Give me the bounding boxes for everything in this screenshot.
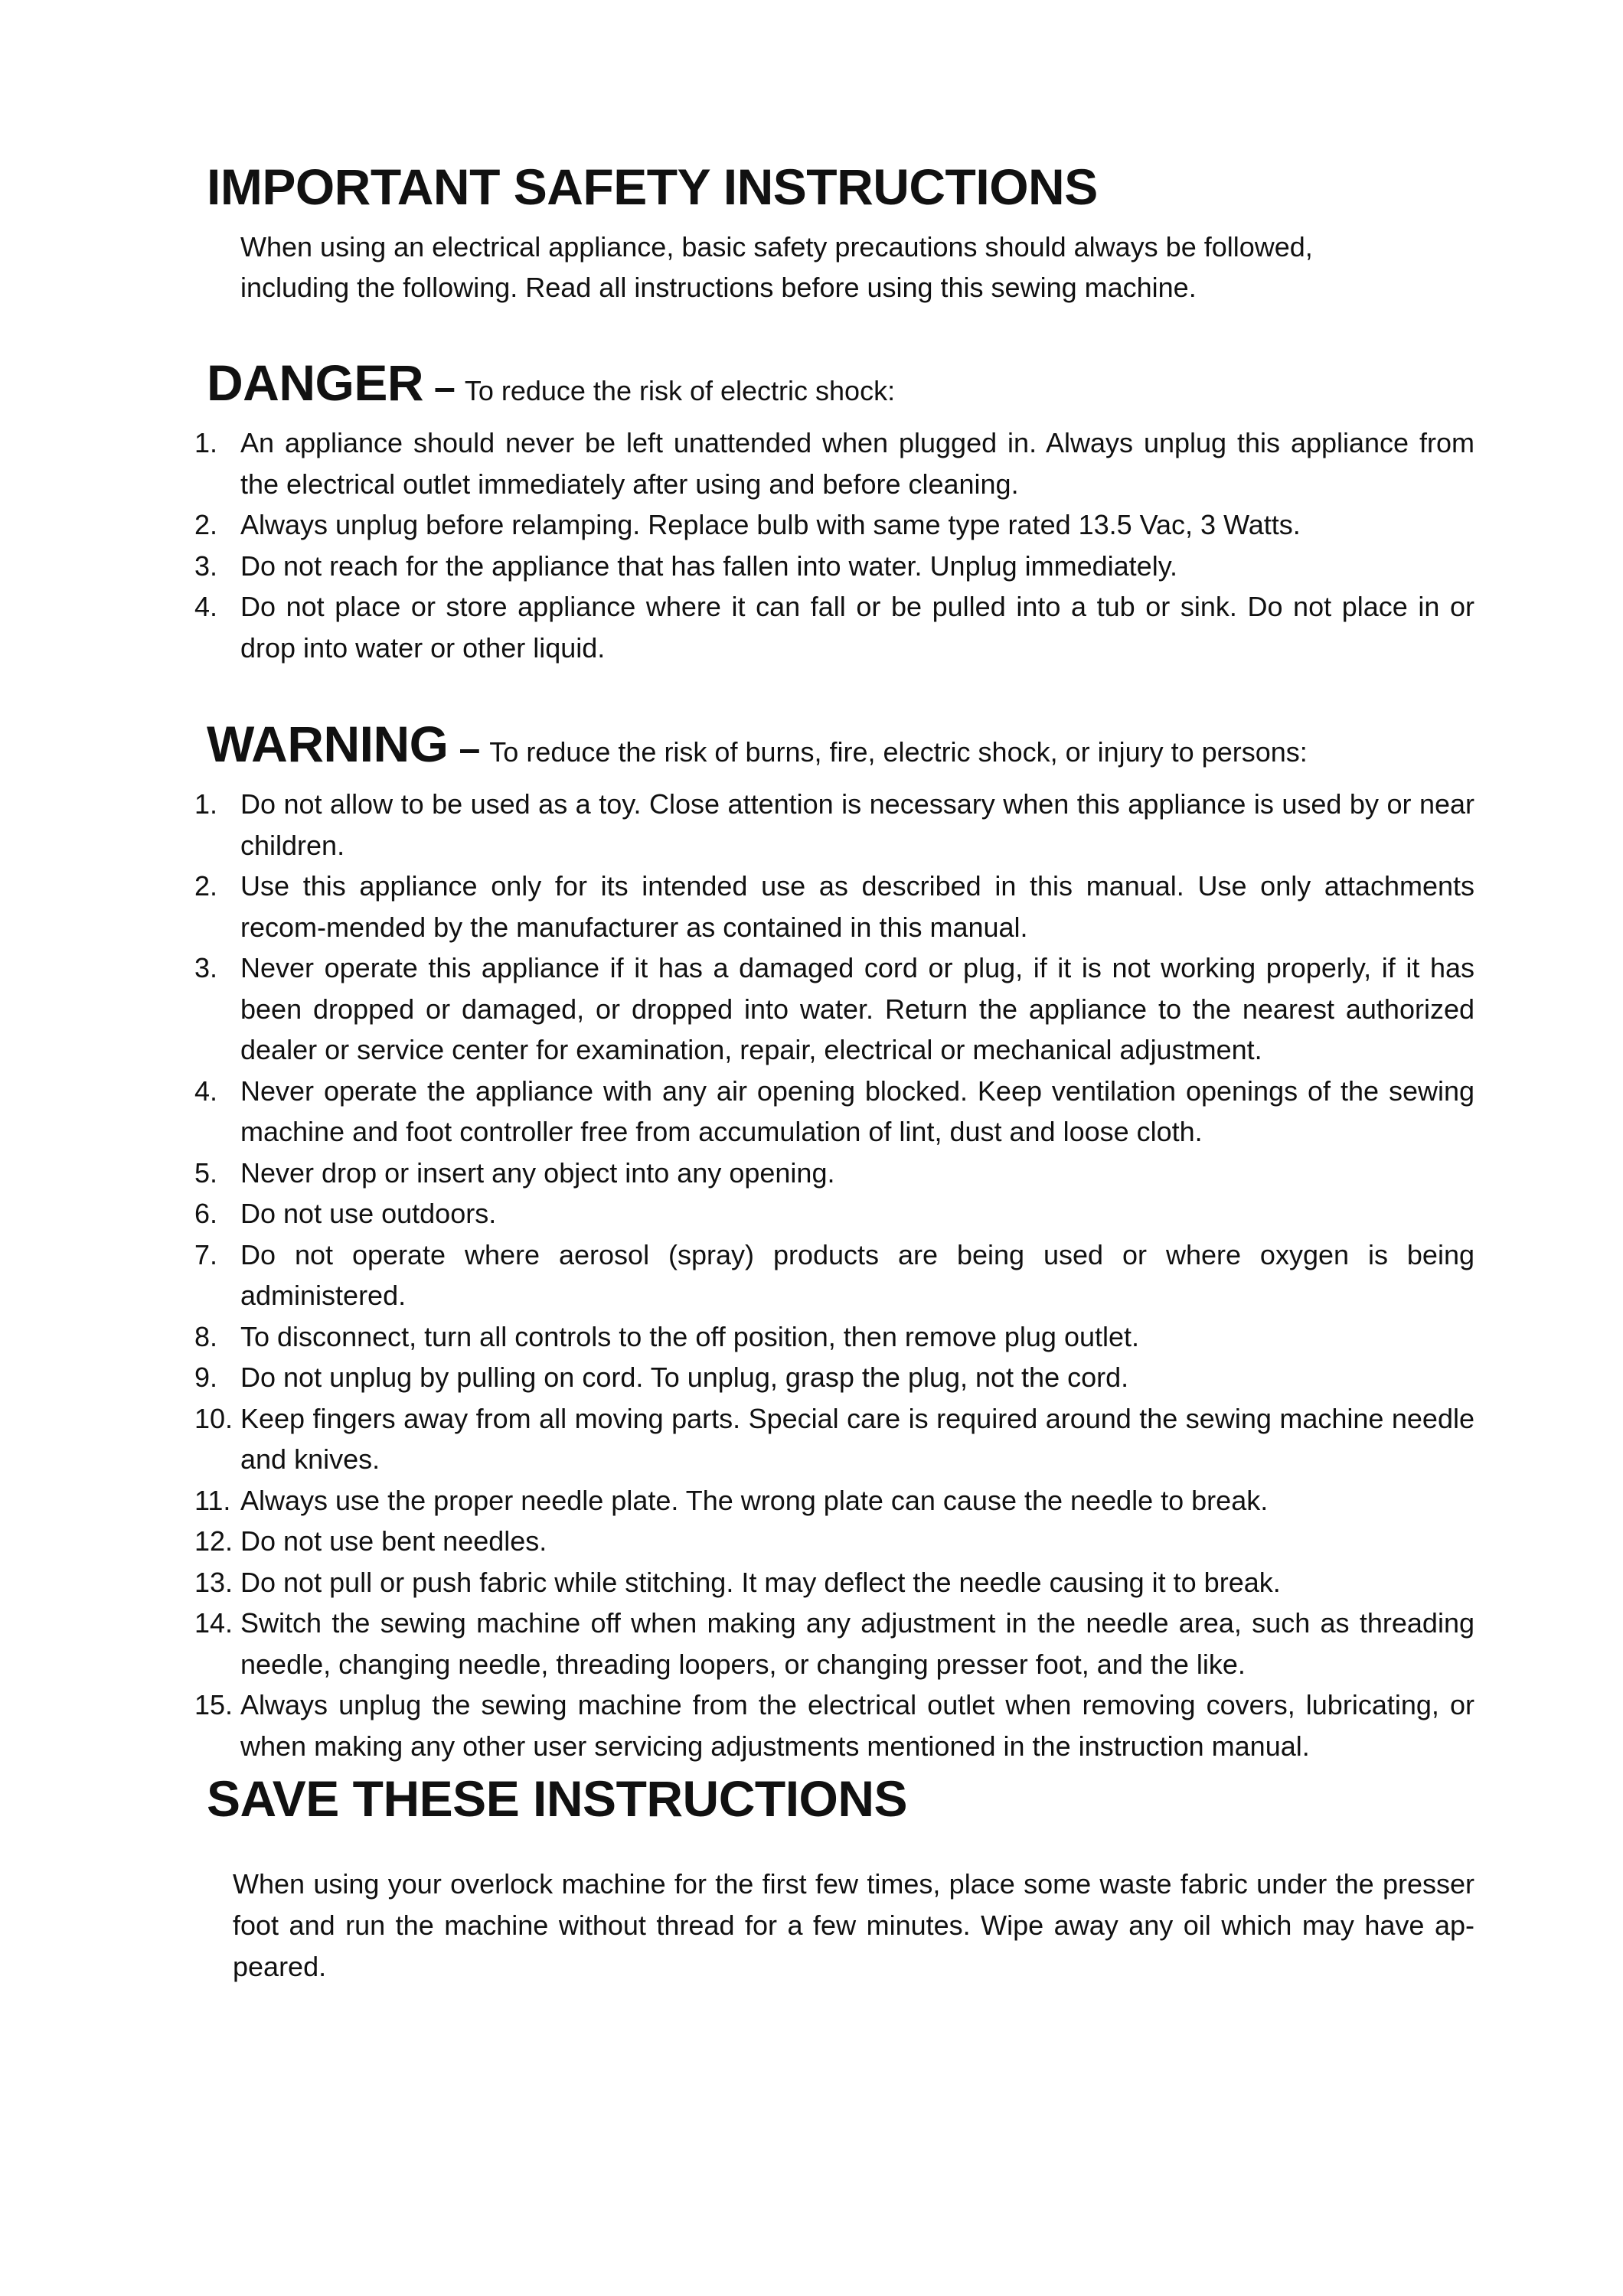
item-text: Never operate this appliance if it has a damaged cord or plug, if it is not working properly, if it has been dropped or damaged, or dropped into water. Return the appliance to the nearest authorized dealer or service center for examination, repair, electrical or mechanical adjustment. <box>240 952 1474 1065</box>
warning-item <box>0 1071 1474 1153</box>
item-number: 3. <box>194 952 218 983</box>
item-text: Use this appliance only for its intended use as described in this manual. Use only attachments recom-mended by the manufacturer as contained in this manual. <box>240 870 1474 943</box>
intro-line: When using an electrical appliance, basic safety precautions should always be followed, <box>240 231 1313 263</box>
danger-item <box>0 546 1474 587</box>
item-text: Always unplug the sewing machine from the electrical outlet when removing covers, lubricating, or when making any other user servicing adjustments mentioned in the instruction manual. <box>240 1689 1474 1762</box>
page-title: IMPORTANT SAFETY INSTRUCTIONS <box>207 158 1098 215</box>
item-number: 2. <box>194 509 218 540</box>
warning-item <box>0 1521 1474 1562</box>
save-instructions-title: SAVE THESE INSTRUCTIONS <box>207 1770 908 1827</box>
item-number: 9. <box>194 1362 218 1393</box>
danger-dash: – <box>434 366 456 409</box>
item-text: Keep fingers away from all moving parts. Special care is required around the sewing machine needle and knives. <box>240 1402 1474 1475</box>
warning-item <box>0 1603 1474 1684</box>
item-text: Never drop or insert any object into any opening. <box>240 1156 835 1189</box>
item-text: Do not place or store appliance where it can fall or be pulled into a tub or sink. Do not place in or drop into water or other liquid. <box>240 591 1474 664</box>
item-number: 14. <box>194 1607 233 1639</box>
item-number: 12. <box>194 1525 233 1557</box>
warning-item <box>0 1562 1474 1603</box>
item-text: Switch the sewing machine off when making any adjustment in the needle area, such as threading needle, changing needle, threading loopers, or changing presser foot, and the like. <box>240 1607 1474 1680</box>
danger-item <box>0 422 1474 504</box>
note-line: peared. <box>233 1951 327 1982</box>
danger-description: To reduce the risk of electric shock: <box>464 375 896 406</box>
danger-label: DANGER <box>207 354 424 411</box>
warning-list <box>0 784 1623 1766</box>
first-use-note <box>233 1864 1474 1988</box>
note-line: foot and run the machine without thread for a few minutes. Wipe away any oil which may have ap- <box>233 1910 1474 1941</box>
item-number: 13. <box>194 1566 233 1598</box>
item-text: Never operate the appliance with any air opening blocked. Keep ventilation openings of the sewing machine and foot controller free from accumulation of lint, dust and loose cloth. <box>240 1075 1474 1147</box>
item-text: Do not reach for the appliance that has fallen into water. Unplug immediately. <box>240 550 1178 582</box>
warning-heading <box>207 713 1308 787</box>
item-number: 2. <box>194 870 218 902</box>
warning-item <box>0 866 1474 947</box>
item-text: Always unplug before relamping. Replace bulb with same type rated 13.5 Vac, 3 Watts. <box>240 509 1301 540</box>
warning-item <box>0 1316 1474 1358</box>
warning-item <box>0 1398 1474 1480</box>
warning-item <box>0 1480 1474 1521</box>
item-number: 4. <box>194 591 218 622</box>
item-text: Do not allow to be used as a toy. Close attention is necessary when this appliance is used by or near children. <box>240 788 1474 861</box>
item-number: 10. <box>194 1402 233 1434</box>
item-number: 5. <box>194 1156 218 1189</box>
item-number: 1. <box>194 427 218 458</box>
warning-dash: – <box>459 727 481 770</box>
item-number: 4. <box>194 1075 218 1107</box>
danger-item <box>0 586 1474 668</box>
intro-paragraph <box>240 227 1496 308</box>
warning-item <box>0 1153 1474 1194</box>
warning-item <box>0 784 1474 866</box>
danger-list <box>0 422 1623 668</box>
item-number: 11. <box>194 1484 231 1516</box>
warning-item <box>0 947 1474 1071</box>
warning-item <box>0 1357 1474 1398</box>
item-text: To disconnect, turn all controls to the off position, then remove plug outlet. <box>240 1320 1140 1352</box>
danger-item <box>0 504 1474 546</box>
item-text: Do not use outdoors. <box>240 1198 497 1229</box>
item-text: Always use the proper needle plate. The wrong plate can cause the needle to break. <box>240 1484 1269 1516</box>
warning-label: WARNING <box>207 716 449 772</box>
note-line: When using your overlock machine for the first few times, place some waste fabric under the presser <box>233 1868 1474 1900</box>
item-number: 6. <box>194 1198 218 1229</box>
item-number: 3. <box>194 550 218 582</box>
warning-item <box>0 1234 1474 1316</box>
item-text: Do not unplug by pulling on cord. To unplug, grasp the plug, not the cord. <box>240 1362 1129 1393</box>
warning-description: To reduce the risk of burns, fire, electric shock, or injury to persons: <box>489 736 1308 768</box>
item-number: 7. <box>194 1238 218 1270</box>
item-text: An appliance should never be left unattended when plugged in. Always unplug this appliance from the electrical outlet immediately after using and before cleaning. <box>240 427 1474 500</box>
warning-item <box>0 1684 1474 1766</box>
intro-line: including the following. Read all instructions before using this sewing machine. <box>240 272 1197 303</box>
warning-item <box>0 1193 1474 1234</box>
item-text: Do not operate where aerosol (spray) products are being used or where oxygen is being administered. <box>240 1238 1474 1311</box>
item-number: 8. <box>194 1320 218 1352</box>
danger-heading <box>207 352 895 426</box>
item-number: 15. <box>194 1689 233 1720</box>
item-text: Do not pull or push fabric while stitching. It may deflect the needle causing it to break. <box>240 1566 1281 1598</box>
item-number: 1. <box>194 788 218 820</box>
item-text: Do not use bent needles. <box>240 1525 547 1557</box>
